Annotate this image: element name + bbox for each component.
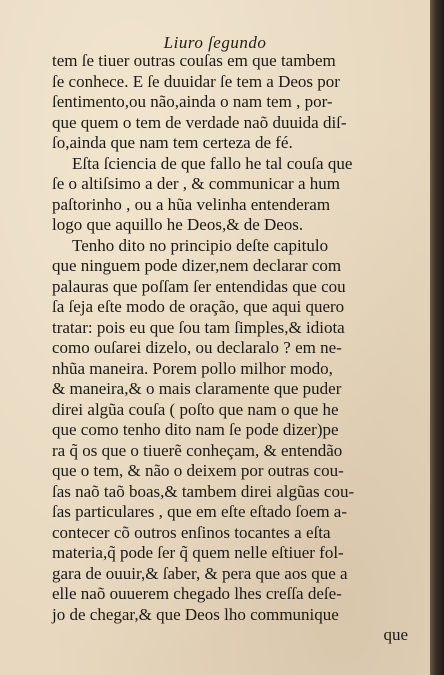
text-line: que ninguem pode dizer,nem declarar com — [52, 256, 342, 275]
text-line: que como tenho dito nam ſe pode dizer)pe — [52, 420, 339, 439]
text-line: direi algũa couſa ( poſto que nam o que he — [52, 399, 339, 419]
text-line: ſas particulares , que em eſte eſtado ſoem a- — [52, 502, 348, 521]
text-line: contecer cõ outros enſinos tocantes a eſta — [52, 522, 331, 542]
text-line: que o tem, & não o deixem por outras cou- — [52, 461, 344, 480]
text-line: ſas naõ taõ boas,& tambem direi algũas cou- — [52, 481, 355, 501]
running-header: Liuro ſegundo — [163, 33, 267, 52]
text-line: palauras que poſſam ſer entendidas que cou — [52, 276, 346, 296]
text-line: ſe conhece. E ſe duuidar ſe tem a Deos por — [52, 71, 340, 91]
paragraph-start-line: Eſta ſciencia de que fallo he tal couſa que — [72, 153, 353, 173]
text-line: materia,q̃ pode ſer q̃ quem nelle eſtiuer fol- — [52, 543, 344, 562]
text-line: tem ſe tiuer outras couſas em que tambem — [52, 51, 336, 70]
text-line: ſo,ainda que nam tem certeza de fé. — [52, 133, 293, 152]
paragraph-start-line: Tenho dito no principio deſte capitulo — [72, 235, 329, 255]
body-text — [52, 51, 408, 646]
catchword: que — [383, 625, 408, 644]
text-line: ſentimento,ou não,ainda o nam tem , por- — [52, 92, 333, 111]
book-edge — [430, 0, 444, 675]
text-line: gara de ouuir,& ſaber, & pera que aos que a — [52, 563, 348, 583]
text-line: paſtorinho , ou a hũa velinha entenderam — [52, 194, 331, 214]
text-line: & maneira,& o mais claramente que puder — [52, 379, 342, 398]
text-line: nhũa maneira. Porem pollo milhor modo, — [52, 358, 333, 378]
text-line: que quem o tem de verdade naõ duuida diſ- — [52, 112, 347, 132]
text-line: tratar: pois eu que ſou tam ſimples,& idiota — [52, 317, 345, 337]
text-line: logo que aquillo he Deos,& de Deos. — [52, 215, 304, 234]
text-line: jo de chegar,& que Deos lho communique — [52, 604, 339, 624]
text-line: como ouſarei dizelo, ou declaralo ? em ne- — [52, 338, 342, 357]
text-line: ra q̃ os que o tiuerẽ conheçam, & entendão — [52, 440, 343, 460]
text-line: elle naõ ouuerem chegado lhes creſſa deſe- — [52, 584, 342, 603]
text-line: ſa ſeja eſte modo de oração, que aqui quero — [52, 297, 345, 316]
text-line: ſe o altiſsimo a der , & communicar a hum — [52, 174, 340, 193]
